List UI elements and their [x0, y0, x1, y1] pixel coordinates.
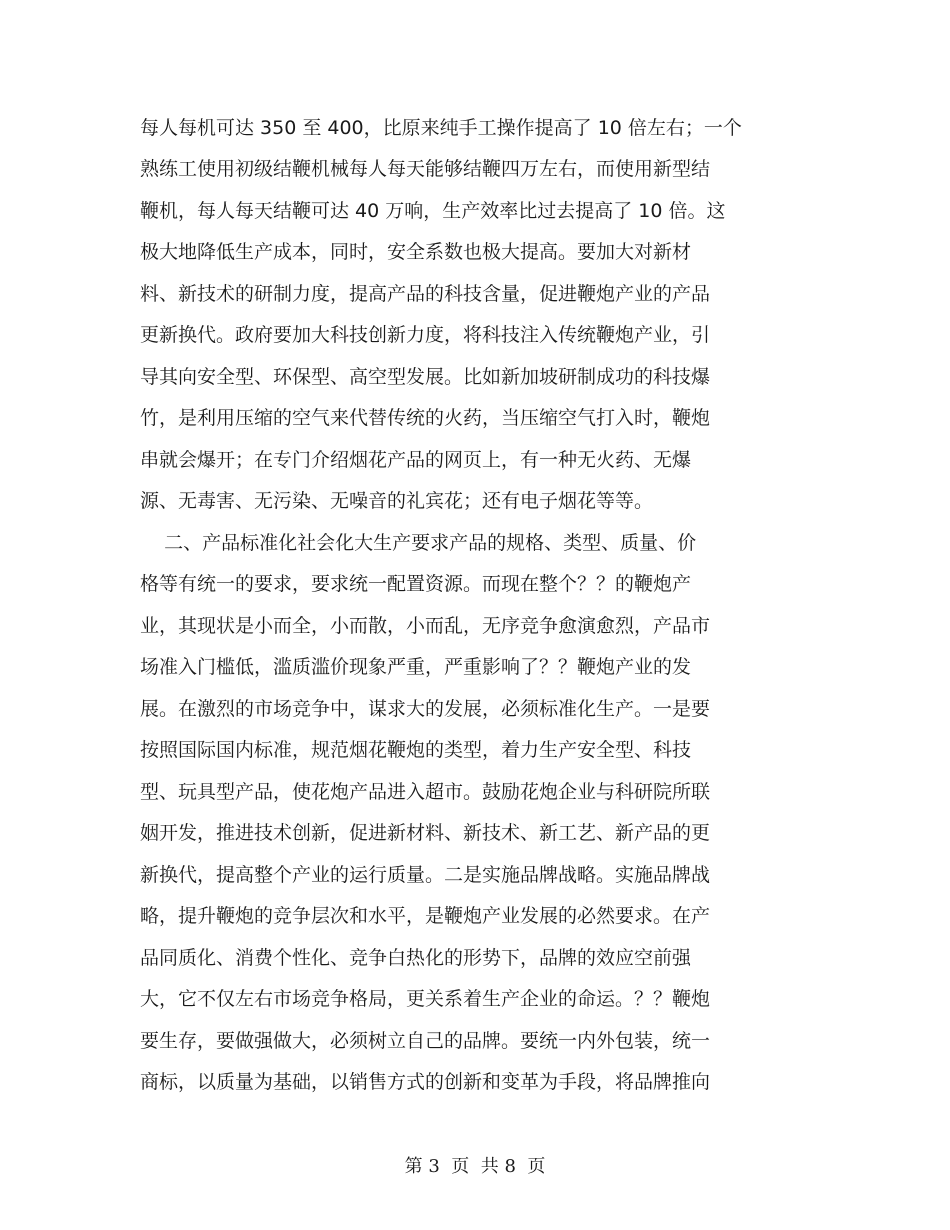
text-line: 要生存，要做强做大，必须树立自己的品牌。要统一内外包装，统一 — [140, 1030, 711, 1052]
text-line: 按照国际国内标准，规范烟花鞭炮的类型，着力生产安全型、科技 — [140, 739, 692, 761]
page-number-footer: 第 3 页 共 8 页 — [404, 1156, 546, 1177]
text-line: 商标，以质量为基础，以销售方式的创新和变革为手段，将品牌推向 — [140, 1071, 711, 1093]
text-line: 串就会爆开；在专门介绍烟花产品的网页上，有一种无火药、无爆 — [140, 449, 692, 471]
text-line: 大，它不仅左右市场竞争格局，更关系着生产企业的命运。？？鞭炮 — [140, 988, 711, 1010]
text-line: 略，提升鞭炮的竞争层次和水平，是鞭炮产业发展的必然要求。在产 — [140, 905, 711, 927]
text-line: 料、新技术的研制力度，提高产品的科技含量，促进鞭炮产业的产品 — [140, 283, 711, 305]
text-line: 品同质化、消费个性化、竞争白热化的形势下，品牌的效应空前强 — [140, 947, 692, 969]
text-line: 更新换代。政府要加大科技创新力度，将科技注入传统鞭炮产业，引 — [140, 324, 711, 346]
text-line: 熟练工使用初级结鞭机械每人每天能够结鞭四万左右，而使用新型结 — [140, 158, 711, 180]
text-line: 格等有统一的要求，要求统一配置资源。而现在整个？？的鞭炮产 — [140, 573, 692, 595]
text-line: 导其向安全型、环保型、高空型发展。比如新加坡研制成功的科技爆 — [140, 366, 711, 388]
text-line: 姻开发，推进技术创新，促进新材料、新技术、新工艺、新产品的更 — [140, 822, 711, 844]
text-line: 新换代，提高整个产业的运行质量。二是实施品牌战略。实施品牌战 — [140, 864, 711, 886]
paragraph-start-line: 二、产品标准化社会化大生产要求产品的规格、类型、质量、价 — [140, 532, 697, 554]
text-line: 型、玩具型产品，使花炮产品进入超市。鼓励花炮企业与科研院所联 — [140, 781, 711, 803]
text-line: 源、无毒害、无污染、无噪音的礼宾花；还有电子烟花等等。 — [140, 490, 654, 512]
text-line: 场准入门槛低，滥质滥价现象严重，严重影响了？？鞭炮产业的发 — [140, 656, 692, 678]
text-line: 每人每机可达 350 至 400，比原来纯手工操作提高了 10 倍左右；一个 — [140, 117, 742, 139]
text-line: 极大地降低生产成本，同时，安全系数也极大提高。要加大对新材 — [140, 241, 692, 263]
text-line: 业，其现状是小而全，小而散，小而乱，无序竞争愈演愈烈，产品市 — [140, 615, 711, 637]
text-line: 展。在激烈的市场竞争中，谋求大的发展，必须标准化生产。一是要 — [140, 698, 711, 720]
text-line: 竹，是利用压缩的空气来代替传统的火药，当压缩空气打入时，鞭炮 — [140, 407, 711, 429]
text-line: 鞭机，每人每天结鞭可达 40 万响，生产效率比过去提高了 10 倍。这 — [140, 200, 726, 222]
